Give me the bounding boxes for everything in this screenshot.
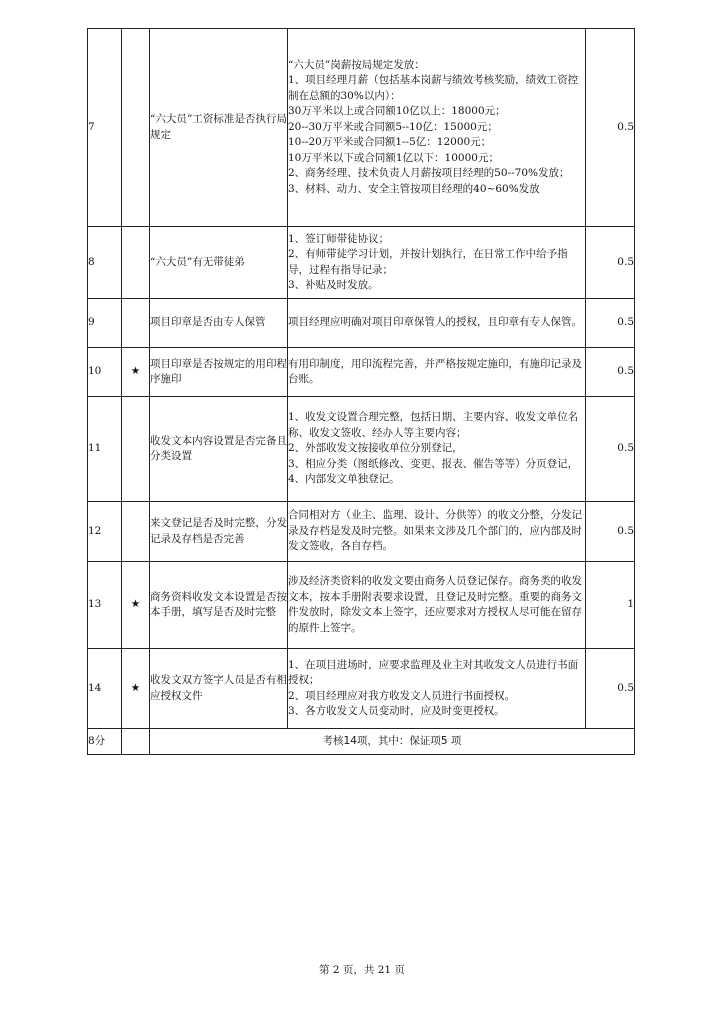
guarantee-star: [122, 29, 150, 227]
row-number: 7: [88, 29, 122, 227]
table-row: [88, 502, 635, 562]
requirement-line: 项目经理应明确对项目印章保管人的授权，且印章有专人保管。: [288, 316, 582, 329]
table-row: [88, 562, 635, 649]
row-number: 9: [88, 299, 122, 348]
guarantee-star: ★: [122, 562, 150, 649]
requirement-line: 1、收发文设置合理完整，包括日期、主要内容、收发文单位名称、收发文签收、经办人等主要内容；: [288, 411, 579, 439]
check-item: 项目印章是否按规定的用印程序施印: [150, 348, 288, 397]
requirement-line: 10--20万平米或合同额1--5亿：12000元；: [288, 136, 492, 149]
requirement-line: “六大员”岗薪按局规定发放：: [288, 58, 425, 71]
assessment-table: [87, 28, 635, 755]
table-row: [88, 227, 635, 299]
score: 0.5: [586, 348, 635, 397]
guarantee-star: ★: [122, 348, 150, 397]
check-item: 商务资料收发文本设置是否按本手册，填写是否及时完整: [150, 562, 288, 649]
score: 0.5: [586, 299, 635, 348]
requirement-line: 有用印制度，用印流程完善，并严格按规定施印，有施印记录及台账。: [288, 357, 582, 385]
score: 0.5: [586, 502, 635, 562]
guarantee-star: [122, 227, 150, 299]
requirement-cell: [288, 562, 586, 649]
table-row: [88, 348, 635, 397]
empty-cell: [122, 729, 150, 755]
section-points: 8分: [88, 729, 122, 755]
requirement-line: 30万平米以上或合同额10亿以上：18000元；: [288, 105, 506, 118]
check-item: 项目印章是否由专人保管: [150, 299, 288, 348]
assessment-summary: 考核14项，其中：保证项5 项: [150, 729, 635, 755]
guarantee-star: [122, 299, 150, 348]
requirement-line: 1、项目经理月薪（包括基本岗薪与绩效考核奖励，绩效工资控制在总额的30%以内）：: [288, 74, 579, 102]
page-number: 第 2 页，共 21 页: [319, 964, 405, 976]
requirement-line: 2、外部收发文按接收单位分别登记，: [288, 442, 463, 455]
row-number: 11: [88, 397, 122, 502]
requirement-line: 2、有师带徒学习计划，并按计划执行，在日常工作中给予指导，过程有指导记录；: [288, 248, 568, 276]
row-number: 10: [88, 348, 122, 397]
requirement-line: 1、在项目进场时，应要求监理及业主对其收发文人员进行书面授权；: [288, 658, 579, 686]
requirement-line: 涉及经济类资料的收发文要由商务人员登记保存。商务类的收发文本，按本手册附表要求设置，且登记及时完整。重要的商务文件发放时，除发文本上签字，还应要求对方授权人尽可能在留存的原件上签字。: [288, 575, 582, 634]
row-number: 14: [88, 649, 122, 729]
requirement-line: 3、相应分类（图纸修改、变更、报表、催告等等）分页登记，: [288, 457, 579, 470]
requirement-line: 4、内部发文单独登记。: [288, 473, 400, 486]
requirement-line: 20--30万平米或合同额5--10亿：15000元；: [288, 120, 498, 133]
requirement-line: 2、项目经理应对我方收发文人员进行书面授权。: [288, 689, 516, 702]
requirement-cell: [288, 348, 586, 397]
check-item: 收发文双方签字人员是否有相应授权文件: [150, 649, 288, 729]
requirement-line: 1、签订师带徒协议；: [288, 232, 390, 245]
guarantee-star: ★: [122, 649, 150, 729]
row-number: 8: [88, 227, 122, 299]
table-row: [88, 29, 635, 227]
row-number: 13: [88, 562, 122, 649]
requirement-line: 3、各方收发文人员变动时，应及时变更授权。: [288, 705, 505, 717]
check-item: 来文登记是否及时完整，分发记录及存档是否完善: [150, 502, 288, 562]
score: 0.5: [586, 227, 635, 299]
table-row: [88, 397, 635, 502]
summary-row: [88, 729, 635, 755]
score: 1: [586, 562, 635, 649]
requirement-cell: [288, 29, 586, 227]
check-item: “六大员”工资标准是否执行局规定: [150, 29, 288, 227]
requirement-line: 合同相对方（业主、监理、设计、分供等）的收文分整，分发记录及存档是发及时完整。如果来文涉及几个部门的，应内部及时发文签收，各自存档。: [288, 509, 582, 553]
requirement-cell: [288, 227, 586, 299]
score: 0.5: [586, 397, 635, 502]
requirement-line: 3、材料、动力、安全主管按项目经理的40~60%发放: [288, 182, 540, 195]
requirement-cell: [288, 397, 586, 502]
score: 0.5: [586, 29, 635, 227]
table-row: [88, 299, 635, 348]
table-row: [88, 649, 635, 729]
requirement-cell: [288, 649, 586, 729]
check-item: “六大员”有无带徒弟: [150, 227, 288, 299]
requirement-line: 10万平米以下或合同额1亿以下：10000元；: [288, 151, 499, 164]
requirement-line: 2、商务经理、技术负责人月薪按项目经理的50--70%发放；: [288, 167, 570, 180]
requirement-line: 3、补贴及时发放。: [288, 279, 379, 291]
requirement-cell: [288, 502, 586, 562]
requirement-cell: [288, 299, 586, 348]
guarantee-star: [122, 502, 150, 562]
score: 0.5: [586, 649, 635, 729]
check-item: 收发文本内容设置是否完备且分类设置: [150, 397, 288, 502]
guarantee-star: [122, 397, 150, 502]
row-number: 12: [88, 502, 122, 562]
